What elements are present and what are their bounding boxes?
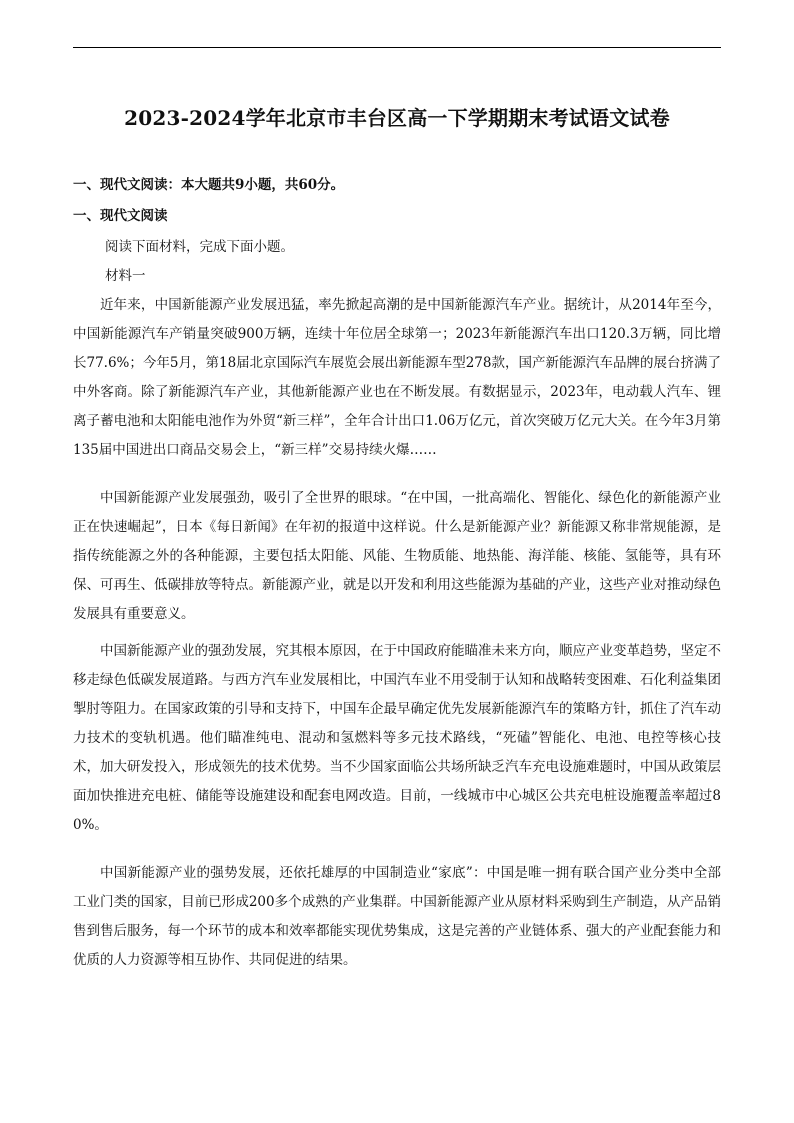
material-label: 材料一 — [105, 268, 146, 284]
reading-instruction: 阅读下面材料，完成下面小题。 — [105, 239, 294, 255]
paragraph-3: 中国新能源产业的强劲发展，究其根本原因，在于中国政府能瞄准未来方向，顺应产业变革趋势，坚定不移走绿色低碳发展道路。与西方汽车业发展相比，中国汽车业不用受制于认知和战略转变困难、石化利益集团掣肘等阻力。在国家政策的引导和支持下，中国车企最早确定优先发展新能源汽车的策略方针，抓住了汽车动力技术的变轨机遇。他们瞄准纯电、混动和氢燃料等多元技术路线，“死磕”智能化、电池、电控等核心技术，加大研发投入，形成领先的技术优势。当不少国家面临公共场所缺乏汽车充电设施难题时，中国从政策层面加快推进充电桩、储能等设施建设和配套电网改造。目前，一线城市中心城区公共充电桩设施覆盖率超过80%。 — [73, 643, 721, 833]
section-heading: 一、现代文阅读：本大题共9小题，共60分。 — [73, 177, 345, 193]
document-title: 2023-2024学年北京市丰台区高一下学期期末考试语文试卷 — [124, 106, 670, 130]
paragraph-2: 中国新能源产业发展强劲，吸引了全世界的眼球。“在中国，一批高端化、智能化、绿色化的新能源产业正在快速崛起”，日本《每日新闻》在年初的报道中这样说。什么是新能源产业？新能源又称非常规能源，是指传统能源之外的各种能源，主要包括太阳能、风能、生物质能、地热能、海洋能、核能、氢能等，具有环保、可再生、低碳排放等特点。新能源产业，就是以开发和利用这些能源为基础的产业，这些产业对推动绿色发展具有重要意义。 — [73, 490, 721, 622]
paragraph-4: 中国新能源产业的强势发展，还依托雄厚的中国制造业“家底”：中国是唯一拥有联合国产业分类中全部工业门类的国家，目前已形成200多个成熟的产业集群。中国新能源产业从原材料采购到生产制造，从产品销售到售后服务，每一个环节的成本和效率都能实现优势集成，这是完善的产业链体系、强大的产业配套能力和优质的人力资源等相互协作、共同促进的结果。 — [73, 865, 721, 968]
paragraph-1: 近年来，中国新能源产业发展迅猛，率先掀起高潮的是中国新能源汽车产业。据统计，从2014年至今，中国新能源汽车产销量突破900万辆，连续十年位居全球第一；2023年新能源汽车出口120.3万辆，同比增长77.6%；今年5月，第18届北京国际汽车展览会展出新能源车型278款，国产新能源汽车品牌的展台挤满了中外客商。除了新能源汽车产业，其他新能源产业也在不断发展。有数据显示，2023年，电动载人汽车、锂离子蓄电池和太阳能电池作为外贸“新三样”，全年合计出口1.06万亿元，首次突破万亿元大关。在今年3月第135届中国进出口商品交易会上，“新三样”交易持续火爆…… — [73, 297, 721, 458]
subsection-heading: 一、现代文阅读 — [73, 208, 168, 224]
header-rule — [73, 47, 721, 48]
